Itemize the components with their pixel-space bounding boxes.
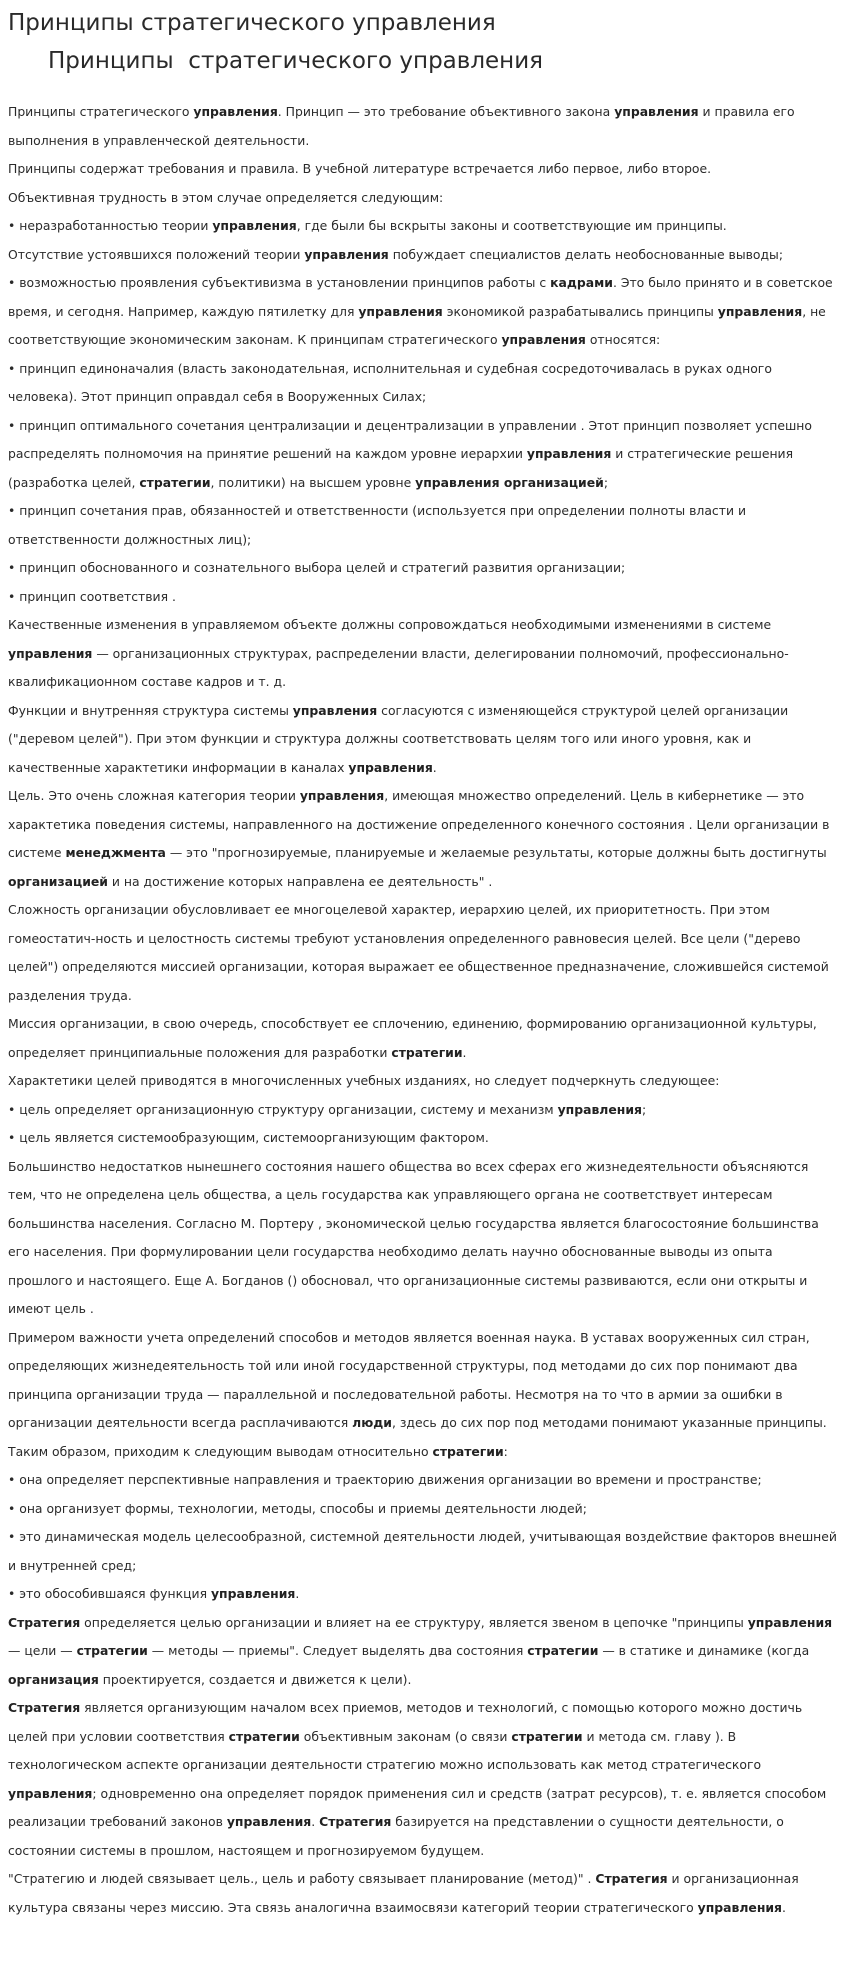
article-paragraph — [8, 611, 839, 697]
keyword-bold: люди — [352, 1415, 392, 1430]
paragraph-text: Качественные изменения в управляемом объекте должны сопровождаться необходимыми изменениями в системе — [8, 617, 772, 632]
paragraph-text: • цель является системообразующим, системоорганизующим фактором. — [8, 1130, 489, 1145]
paragraph-text: относятся: — [585, 332, 661, 347]
keyword-bold: Стратегия — [8, 1614, 81, 1630]
paragraph-text: Цель. Это очень сложная категория теории — [8, 788, 300, 803]
keyword-bold: управления — [210, 1586, 296, 1601]
paragraph-text: • принцип обоснованного и сознательного выбора целей и стратегий развития организации; — [8, 560, 626, 575]
article-paragraph — [8, 1580, 839, 1609]
page-title: Принципы стратегического управления — [8, 10, 496, 36]
keyword-bold: Стратегия — [595, 1871, 668, 1886]
article-paragraph — [8, 1153, 839, 1324]
article-paragraph — [8, 1096, 839, 1125]
paragraph-text: согласуются с изменяющейся структурой целей организации ("деревом целей"). При этом функции и структура должны соответствовать целям того или иного уровня, как и качественные характетики информации в каналах — [8, 702, 789, 775]
keyword-bold: управления — [501, 332, 586, 347]
article-paragraph — [8, 782, 839, 896]
paragraph-text: — это "прогнозируемые, планируемые и желаемые результаты, которые должны быть достигнуты — [165, 845, 827, 860]
paragraph-text: • она определяет перспективные направления и траекторию движения организации во времени и пространстве; — [8, 1472, 762, 1487]
paragraph-text: — в статике и динамике (когда — [598, 1643, 810, 1658]
keyword-bold: стратегии — [527, 1643, 599, 1658]
article-paragraph — [8, 98, 839, 155]
paragraph-text: Большинство недостатков нынешнего состояния нашего общества во всех сферах его жизнедеятельности объясняются тем, что не определена цель общества, а цель государства как управляющего органа не соответствует интересам большинства населения. Согласно М. Портеру , экономической целью государства является благосостояние большинства его населения. При формулировании цели государства необходимо делать научно обоснованные выводы из опыта прошлого и настоящего. Еще А. Богданов () обосновал, что организационные системы развиваются, если они открыты и имеют цель . — [8, 1158, 819, 1316]
article-paragraph — [8, 1438, 839, 1467]
keyword-bold: управления — [292, 702, 378, 718]
paragraph-text: Характетики целей приводятся в многочисленных учебных изданиях, но следует подчеркнуть следующее: — [8, 1073, 720, 1088]
paragraph-text: Принципы стратегического — [8, 104, 194, 119]
paragraph-text: ; — [641, 1101, 647, 1117]
article-title: Принципы стратегического управления — [48, 48, 544, 74]
paragraph-text: . — [782, 1899, 786, 1915]
keyword-bold: управления — [212, 218, 297, 233]
keyword-bold: Стратегия — [319, 1814, 392, 1829]
paragraph-text: ; — [603, 474, 609, 490]
paragraph-text: проектируется, создается и движется к цели). — [98, 1671, 412, 1687]
article-paragraph — [8, 241, 839, 270]
article-paragraph — [8, 269, 839, 355]
paragraph-text: — цели — — [8, 1643, 77, 1658]
paragraph-text: ; одновременно она определяет порядок применения сил и средств (затрат ресурсов), т. е. является способом реализации требований законов — [8, 1785, 827, 1829]
paragraph-text: . — [311, 1814, 320, 1829]
paragraph-text: • это обособившаяся функция — [8, 1586, 211, 1601]
paragraph-text: , имеющая множество определений. Цель в кибернетике — это характетика поведения системы, направленного на достижение определенного конечного состояния . Цели организации в системе — [8, 788, 830, 860]
article-paragraph — [8, 1865, 839, 1922]
keyword-bold: управления — [697, 1899, 783, 1915]
paragraph-text: • принцип сочетания прав, обязанностей и ответственности (используется при определении полноты власти и ответственности должностных лиц); — [8, 503, 746, 547]
paragraph-text: . Это было принято и в советское время, и сегодня. Например, каждую пятилетку для — [8, 275, 833, 319]
keyword-bold: стратегии — [76, 1643, 148, 1658]
article-paragraph — [8, 1124, 839, 1153]
article-paragraph — [8, 155, 839, 184]
paragraph-text: . Принцип — это требование объективного закона — [277, 104, 615, 119]
article-paragraph — [8, 1010, 839, 1067]
paragraph-text: и метода см. главу ). В технологическом аспекте организации деятельности стратегию можно использовать как метод стратегического — [8, 1728, 762, 1772]
paragraph-text: • неразработанностью теории — [8, 218, 213, 233]
paragraph-text: • это динамическая модель целесообразной, системной деятельности людей, учитывающая воздействие факторов внешней и внутренней сред; — [8, 1529, 837, 1573]
article-paragraph — [8, 1067, 839, 1096]
paragraph-text: объективным законам (о связи — [299, 1728, 512, 1744]
keyword-bold: организацией — [8, 873, 108, 889]
keyword-bold: управления — [526, 446, 612, 461]
paragraph-text: "Стратегию и людей связывает цель., цель и работу связывает планирование (метод)" . — [8, 1871, 596, 1886]
keyword-bold: Стратегия — [8, 1700, 81, 1715]
keyword-bold: управления — [8, 645, 93, 661]
paragraph-text: и на достижение которых направлена ее деятельность" . — [107, 873, 493, 889]
keyword-bold: стратегии — [511, 1728, 583, 1744]
paragraph-text: — организационных структурах, распределении власти, делегировании полномочий, профессионально-квалификационном составе кадров и т. д. — [8, 645, 789, 689]
paragraph-text: базируется на представлении о сущности деятельности, о состоянии системы в прошлом, настоящем и прогнозируемом будущем. — [8, 1814, 784, 1858]
keyword-bold: управления — [193, 104, 278, 119]
paragraph-text: . — [432, 759, 437, 775]
paragraph-text: • принцип соответствия . — [8, 588, 176, 604]
paragraph-text: : — [503, 1443, 508, 1459]
article-paragraph — [8, 583, 839, 612]
keyword-bold: стратегии — [391, 1044, 463, 1060]
keyword-bold: управления — [304, 246, 389, 262]
paragraph-text: — методы — приемы". Следует выделять два состояния — [147, 1643, 528, 1658]
paragraph-text: Объективная трудность в этом случае определяется следующим: — [8, 189, 444, 205]
article-paragraph — [8, 554, 839, 583]
keyword-bold: управления — [614, 104, 699, 119]
paragraph-text: Миссия организации, в свою очередь, способствует ее сплочению, единению, формированию организационной культуры, определяет принципиальные положения для разработки — [8, 1016, 817, 1060]
keyword-bold: управления — [348, 759, 433, 775]
keyword-bold: стратегии — [228, 1728, 300, 1744]
paragraph-text: Примером важности учета определений способов и методов является военная наука. В уставах вооруженных сил стран, определяющих жизнедеятельность той или иной государственной структуры, под методами до сих пор понимают два принципа организации труда — параллельной и последовательной работы. Несмотря на то что в армии за ошибки в организации деятельности всегда расплачиваются — [8, 1329, 810, 1430]
paragraph-text: , политики) на высшем уровне — [210, 474, 416, 490]
keyword-bold: управления организацией — [415, 474, 604, 490]
article-paragraph — [8, 1694, 839, 1865]
paragraph-text: • принцип единоначалия (власть законодательная, исполнительная и судебная сосредоточивалась в руках одного человека). Этот принцип оправдал себя в Вооруженных Силах; — [8, 360, 772, 404]
paragraph-text: Таким образом, приходим к следующим выводам относительно — [8, 1443, 433, 1459]
paragraph-text: • возможностью проявления субъективизма в установлении принципов работы с — [8, 275, 551, 290]
article-paragraph — [8, 1609, 839, 1695]
paragraph-text: • она организует формы, технологии, методы, способы и приемы деятельности людей; — [8, 1500, 587, 1516]
keyword-bold: управления — [557, 1101, 642, 1117]
paragraph-text: и правила его выполнения в управленческой деятельности. — [8, 104, 795, 148]
paragraph-text: определяется целью организации и влияет на ее структуру, является звеном в цепочке "принципы — [80, 1614, 748, 1630]
keyword-bold: управления — [747, 1614, 833, 1630]
paragraph-text: Сложность организации обусловливает ее многоцелевой характер, иерархию целей, их приоритетность. При этом гомеостатич-ность и целостность системы требуют установления определенного равновесия целей. Все цели ("дерево целей") определяются миссией организации, которая выражает ее общественное предназначение, сложившейся системой разделения труда. — [8, 902, 829, 1003]
article-paragraph — [8, 1324, 839, 1438]
keyword-bold: управления — [299, 788, 385, 803]
paragraph-text: , где были бы вскрыты законы и соответствующие им принципы. — [296, 218, 727, 233]
paragraph-text: Отсутствие устоявшихся положений теории — [8, 246, 305, 262]
keyword-bold: менеджмента — [65, 845, 166, 860]
article-paragraph — [8, 896, 839, 1010]
paragraph-text: • принцип оптимального сочетания централизации и децентрализации в управлении . Этот принцип позволяет успешно распределять полномочия на принятие решений на каждом уровне иерархии — [8, 417, 812, 461]
article-paragraph — [8, 355, 839, 412]
keyword-bold: стратегии — [139, 474, 211, 490]
keyword-bold: стратегии — [432, 1443, 504, 1459]
keyword-bold: управления — [717, 303, 803, 319]
article-paragraph — [8, 212, 839, 241]
article-paragraph — [8, 497, 839, 554]
paragraph-text: экономикой разрабатывались принципы — [442, 303, 718, 319]
article-paragraph — [8, 1466, 839, 1495]
paragraph-text: . — [462, 1044, 467, 1060]
keyword-bold: управления — [226, 1814, 312, 1829]
paragraph-text: и организационная культура связаны через миссию. Эта связь аналогична взаимосвязи категорий теории стратегического — [8, 1871, 799, 1915]
paragraph-text: является организующим началом всех приемов, методов и технологий, с помощью которого можно достичь целей при условии соответствия — [8, 1700, 803, 1744]
paragraph-text: . — [295, 1586, 300, 1601]
paragraph-text: , здесь до сих пор под методами понимают указанные принципы. — [391, 1415, 827, 1430]
keyword-bold: кадрами — [550, 275, 613, 290]
paragraph-text: Функции и внутренняя структура системы — [8, 702, 293, 718]
paragraph-text: , не соответствующие экономическим законам. К принципам стратегического — [8, 303, 826, 347]
keyword-bold: управления — [8, 1785, 93, 1801]
article-paragraph — [8, 412, 839, 498]
paragraph-text: и стратегические решения (разработка целей, — [8, 446, 794, 490]
paragraph-text: Принципы содержат требования и правила. В учебной литературе встречается либо первое, либо второе. — [8, 161, 712, 176]
keyword-bold: управления — [358, 303, 443, 319]
article-paragraph — [8, 697, 839, 783]
article-paragraph — [8, 184, 839, 213]
keyword-bold: организация — [8, 1671, 99, 1687]
paragraph-text: • цель определяет организационную структуру организации, систему и механизм — [8, 1101, 558, 1117]
article-paragraph — [8, 1523, 839, 1580]
article-paragraph — [8, 1495, 839, 1524]
paragraph-text: побуждает специалистов делать необоснованные выводы; — [388, 246, 784, 262]
article-body — [8, 98, 839, 1922]
